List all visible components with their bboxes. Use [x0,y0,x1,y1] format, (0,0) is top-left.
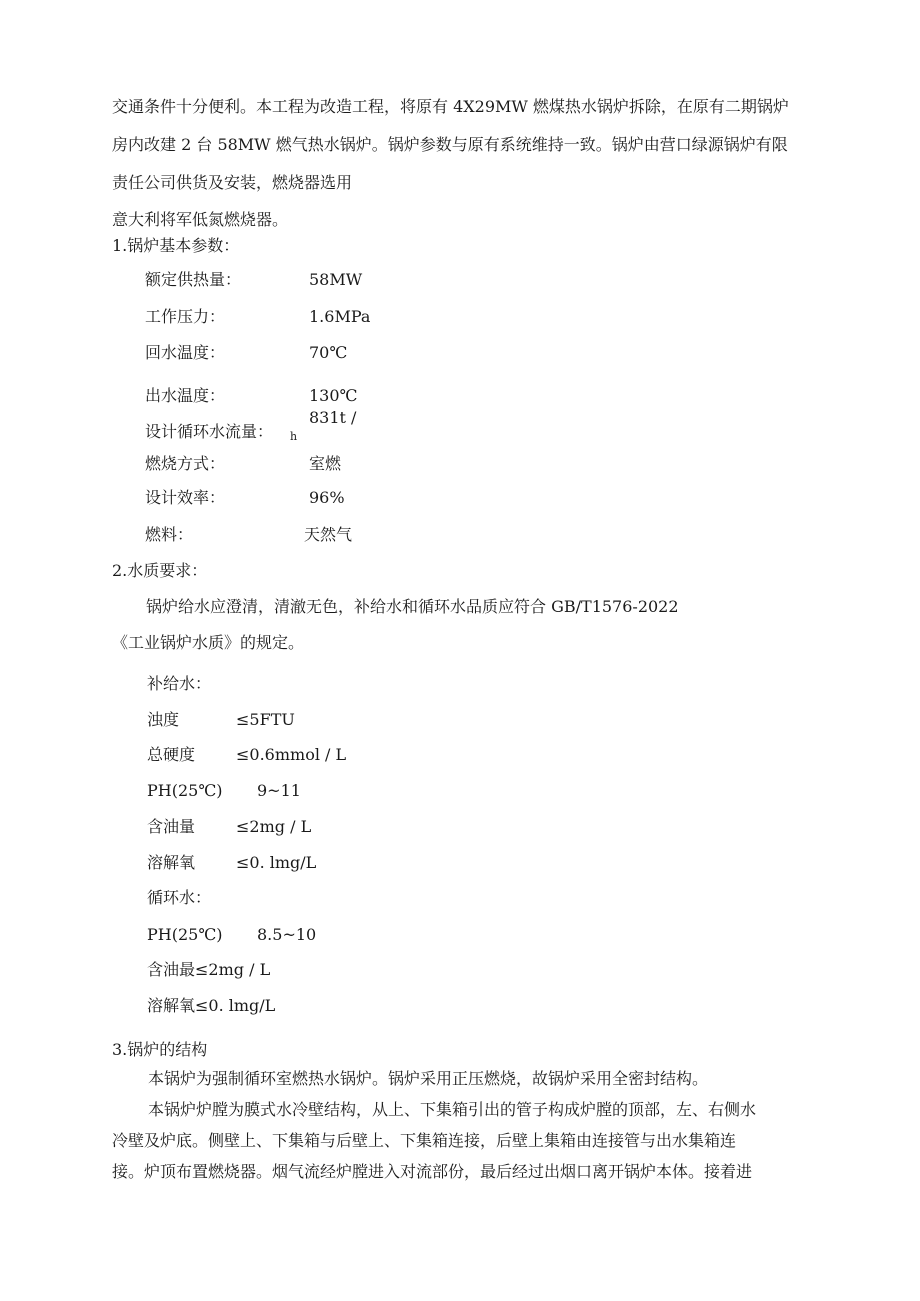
param-value: 70℃ [309,343,348,362]
makeup-water-title: 补给水： [147,674,212,693]
makeup-value: ≤2mg / L [236,817,312,836]
circ-line: 含油最≤2mg / L [147,960,271,979]
makeup-label: 总硬度 [147,745,196,764]
param-label: 工作压力： [145,307,226,326]
param-value-unit: h [290,430,298,443]
param-label: 燃烧方式： [145,454,226,473]
makeup-label: PH(25℃) [147,781,223,800]
makeup-value: 9~11 [257,781,301,800]
makeup-value: ≤5FTU [236,710,295,729]
section2-heading: 2.水质要求： [112,561,208,580]
param-value: 天然气 [304,525,353,544]
param-value: 96% [309,488,345,507]
circulating-water-title: 循环水： [147,888,212,907]
intro-line-1: 交通条件十分便利。本工程为改造工程，将原有 4X29MW 燃煤热水锅炉拆除，在原有二期锅炉 [112,97,789,116]
intro-line-3: 责任公司供货及安装，燃烧器选用 [112,173,353,192]
section2-para-line-2: 《工业锅炉水质》的规定。 [112,633,305,652]
circ-line: 溶解氧≤0. lmg/L [147,996,276,1015]
param-value: 130℃ [309,386,358,405]
section3-heading: 3.锅炉的结构 [112,1040,208,1059]
makeup-value: ≤0. lmg/L [236,853,317,872]
param-label: 设计效率： [145,488,226,507]
section3-para-2-line-3: 接。炉顶布置燃烧器。烟气流经炉膛进入对流部份，最后经过出烟口离开锅炉本体。接着进 [112,1162,753,1181]
section3-para-2-line-1: 本锅炉炉膛为膜式水冷壁结构，从上、下集箱引出的管子构成炉膛的顶部，左、右侧水 [148,1100,757,1119]
param-value: 室燃 [309,454,342,473]
makeup-label: 含油量 [147,817,196,836]
param-value: 1.6MPa [309,307,371,326]
section3-para-2-line-2: 冷壁及炉底。侧壁上、下集箱与后壁上、下集箱连接，后壁上集箱由连接管与出水集箱连 [112,1131,737,1150]
param-label: 出水温度： [145,386,226,405]
intro-line-4: 意大利将军低氮燃烧器。 [112,210,289,229]
section1-heading: 1.锅炉基本参数： [112,236,240,255]
makeup-label: 溶解氧 [147,853,196,872]
param-label: 设计循环水流量： [145,422,274,441]
section3-para-1: 本锅炉为强制循环室燃热水锅炉。锅炉采用正压燃烧，故锅炉采用全密封结构。 [148,1069,709,1088]
intro-line-2: 房内改建 2 台 58MW 燃气热水锅炉。锅炉参数与原有系统维持一致。锅炉由营口绿源锅炉有限 [112,135,788,154]
param-value: 831t / [309,408,357,427]
section2-para-line-1: 锅炉给水应澄清，清澈无色，补给水和循环水品质应符合 GB/T1576-2022 [146,597,679,616]
param-label: 回水温度： [145,343,226,362]
circ-label: PH(25℃) [147,925,223,944]
param-label: 额定供热量： [145,270,242,289]
circ-value: 8.5~10 [257,925,317,944]
makeup-value: ≤0.6mmol / L [236,745,347,764]
makeup-label: 浊度 [147,710,180,729]
param-label: 燃料： [145,525,194,544]
param-value: 58MW [309,270,363,289]
